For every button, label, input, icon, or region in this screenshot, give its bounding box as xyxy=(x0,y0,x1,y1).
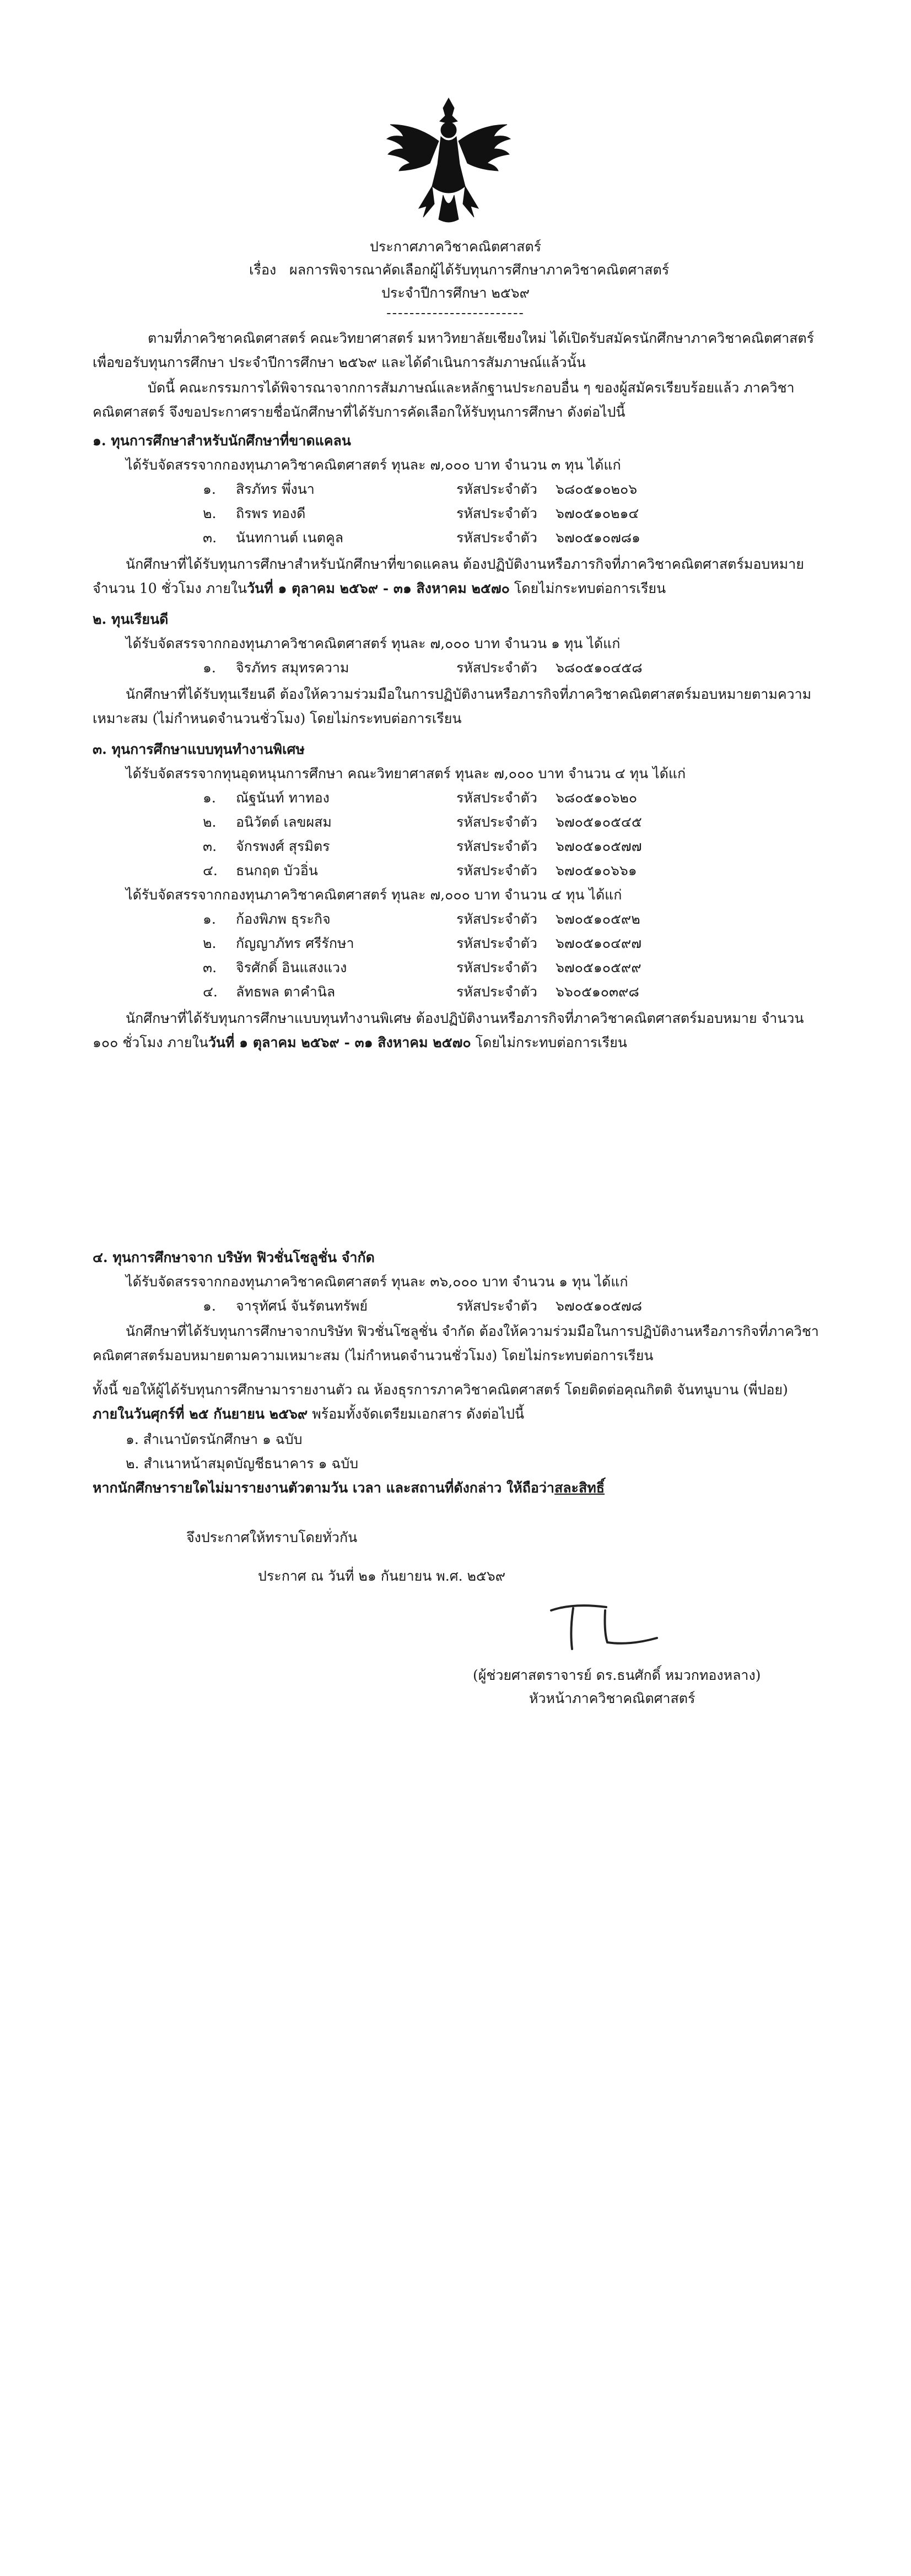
section-4-intro: ได้รับจัดสรรจากกองทุนภาควิชาคณิตศาสตร์ ทุนละ ๓๖,๐๐๐ บาท จำนวน ๑ ทุน ได้แก่ xyxy=(126,1274,628,1290)
section-2-note: นักศึกษาที่ได้รับทุนเรียนดี ต้องให้ความร่วมมือในการปฏิบัติงานหรือภารกิจที่ภาควิชาคณิตศาสตร์มอบหมายตามความเหมาะสม (ไม่กำหนดจำนวนชั่วโมง) โดยไม่กระทบต่อการเรียน xyxy=(93,686,812,726)
intro-paragraph-1: ตามที่ภาควิชาคณิตศาสตร์ คณะวิทยาศาสตร์ มหาวิทยาลัยเชียงใหม่ ได้เปิดรับสมัครนักศึกษาภาควิชาคณิตศาสตร์เพื่อขอรับทุนการศึกษา ประจำปีการศึกษา ๒๕๖๙ และได้ดำเนินการสัมภาษณ์แล้วนั้น xyxy=(93,330,815,370)
section-3-note: นักศึกษาที่ได้รับทุนการศึกษาแบบทุนทำงานพิเศษ ต้องปฏิบัติงานหรือภารกิจที่ภาควิชาคณิตศาสตร์มอบหมาย จำนวน ๑๐๐ ชั่วโมง ภายในวันที่ ๑ ตุลาคม ๒๕๖๙ - ๓๑ สิงหาคม ๒๕๗๐ โดยไม่กระทบต่อการเรียน xyxy=(93,1010,804,1050)
section-1-note: นักศึกษาที่ได้รับทุนการศึกษาสำหรับนักศึกษาที่ขาดแคลน ต้องปฏิบัติงานหรือภารกิจที่ภาควิชาคณิตศาสตร์มอบหมาย จำนวน 10 ชั่วโมง ภายในวันที่ ๑ ตุลาคม ๒๕๖๙ - ๓๑ สิงหาคม ๒๕๗๐ โดยไม่กระทบต่อการเรียน xyxy=(93,556,804,596)
section-2-title: ๒. ทุนเรียนดี xyxy=(93,611,169,627)
subject-label: เรื่อง xyxy=(249,262,277,278)
section-1-intro: ได้รับจัดสรรจากกองทุนภาควิชาคณิตศาสตร์ ทุนละ ๗,๐๐๐ บาท จำนวน ๓ ทุน ได้แก่ xyxy=(126,457,621,473)
report-instructions: ทั้งนี้ ขอให้ผู้ได้รับทุนการศึกษามารายงานตัว ณ ห้องธุรการภาควิชาคณิตศาสตร์ โดยติดต่อคุณกิตติ จันทนูบาน (พี่ปอย) ภายในวันศุกร์ที่ ๒๕ กันยายน ๒๕๖๙ พร้อมทั้งจัดเตรียมเอกสาร ดังต่อไปนี้ xyxy=(93,1382,788,1422)
section-2-intro: ได้รับจัดสรรจากกองทุนภาควิชาคณิตศาสตร์ ทุนละ ๗,๐๐๐ บาท จำนวน ๑ ทุน ได้แก่ xyxy=(126,635,621,651)
announce-line: จึงประกาศให้ทราบโดยทั่วกัน xyxy=(186,1529,358,1545)
subject-text: ผลการพิจารณาคัดเลือกผู้ได้รับทุนการศึกษาภาควิชาคณิตศาสตร์ xyxy=(289,262,670,278)
announcement-page: ประกาศภาควิชาคณิตศาสตร์ เรื่อง ผลการพิจารณาคัดเลือกผู้ได้รับทุนการศึกษาภาควิชาคณิตศาสตร์ ประจำปีการศึกษา ๒๕๖๙ ------------------------ ตามที่ภาควิชาคณิตศาสตร์ คณะวิทยาศาสตร์ มหาวิทยาลัยเชียงใหม่ ได้เปิดรับสมัครนักศึกษาภาควิชาคณิตศาสตร์เพื่อขอรับทุนการศึกษา ประจำปีการศึกษา ๒๕๖๙ และได้ดำเนินการสัมภาษณ์แล้วนั้น บัดนี้ คณะกรรมการได้พิจารณาจากการสัมภาษณ์และหลักฐานประกอบอื่น ๆ ของผู้สมัครเรียบร้อยแล้ว ภาควิชาคณิตศาสตร์ จึงขอประกาศรายชื่อนักศึกษาที่ได้รับการคัดเลือกให้รับทุนการศึกษา ดังต่อไปนี้ ๑. ทุนการศึกษาสำหรับนักศึกษาที่ขาดแคลน ได้รับจัดสรรจากกองทุนภาควิชาคณิตศาสตร์ ทุนละ ๗,๐๐๐ บาท จำนวน ๓ ทุน ได้แก่ ๑. สิรภัทร พึ่งนา รหัสประจำตัว ๖๘๐๕๑๐๒๐๖ ๒. ถิรพร ทองดี รหัสประจำตัว ๖๗๐๕๑๐๒๑๔ ๓. นันทกานต์ เนตคูล รหัสประจำตัว ๖๗๐๕๑๐๗๘๑ นักศึกษาที่ได้รับทุนการศึกษาสำหรับนักศึกษาที่ขาดแคลน ต้องปฏิบัติงานหรือภารกิจที่ภาควิชาคณิตศาสตร์มอบหมาย จำนวน 10 ชั่วโมง ภายในวันที่ ๑ ตุลาคม ๒๕๖๙ - ๓๑ สิงหาคม ๒๕๗๐ โดยไม่กระทบต่อการเรียน ๒. ทุนเรียนดี ได้รับจัดสรรจากกองทุนภาควิชาคณิตศาสตร์ ทุนละ ๗,๐๐๐ บาท จำนวน ๑ ทุน ได้แก่ ๑. จิรภัทร สมุทรความ รหัสประจำตัว ๖๘๐๕๑๐๔๕๘ นักศึกษาที่ได้รับทุนเรียนดี ต้องให้ความร่วมมือในการปฏิบัติงานหรือภารกิจที่ภาควิชาคณิตศาสตร์มอบหมายตามความเหมาะสม (ไม่กำหนดจำนวนชั่วโมง) โดยไม่กระทบต่อการเรียน ๓. ทุนการศึกษาแบบทุนทำงานพิเศษ ได้รับจัดสรรจากทุนอุดหนุนการศึกษา คณะวิทยาศาสตร์ ทุนละ ๗,๐๐๐ บาท จำนวน ๔ ทุน ได้แก่ ๑. ณัฐนันท์ ทาทอง รหัสประจำตัว ๖๘๐๕๑๐๖๒๐ ๒. อนิวัตต์ เลขผสม รหัสประจำตัว ๖๗๐๕๑๐๕๔๕ ๓. จักรพงศ์ สุรมิตร รหัสประจำตัว ๖๗๐๕๑๐๕๗๗ ๔. ธนกฤต บัวอิ่น รหัสประจำตัว ๖๗๐๕๑๐๖๖๑ ได้รับจัดสรรจากกองทุนภาควิชาคณิตศาสตร์ ทุนละ ๗,๐๐๐ บาท จำนวน ๔ ทุน ได้แก่ ๑. ก้องพิภพ ธุระกิจ รหัสประจำตัว ๖๗๐๕๑๐๕๙๒ ๒. กัญญาภัทร ศรีรักษา รหัสประจำตัว ๖๗๐๕๑๐๔๙๗ ๓. จิรศักดิ์ อินแสงแวง รหัสประจำตัว ๖๗๐๕๑๐๕๙๙ ๔. ลัทธพล ตาคำนิล รหัสประจำตัว ๖๖๐๕๑๐๓๙๘ นักศึกษาที่ได้รับทุนการศึกษาแบบทุนทำงานพิเศษ ต้องปฏิบัติงานหรือภารกิจที่ภาควิชาคณิตศาสตร์มอบหมาย จำนวน ๑๐๐ ชั่วโมง ภายในวันที่ ๑ ตุลาคม ๒๕๖๙ - ๓๑ สิงหาคม ๒๕๗๐ โดยไม่กระทบต่อการเรียน ๔. ทุนการศึกษาจาก บริษัท ฟิวชั่นโซลูชั่น จำกัด ได้รับจัดสรรจากกองทุนภาควิชาคณิตศาสตร์ ทุนละ ๓๖,๐๐๐ บาท จำนวน ๑ ทุน ได้แก่ ๑. จารุทัศน์ จันรัตนทรัพย์ รหัสประจำตัว ๖๗๐๕๑๐๕๗๘ นักศึกษาที่ได้รับทุนการศึกษาจากบริษัท ฟิวชั่นโซลูชั่น จำกัด ต้องให้ความร่วมมือในการปฏิบัติงานหรือภารกิจที่ภาควิชาคณิตศาสตร์มอบหมายตามความเหมาะสม (ไม่กำหนดจำนวนชั่วโมง) โดยไม่กระทบต่อการเรียน ทั้งนี้ ขอให้ผู้ได้รับทุนการศึกษามารายงานตัว ณ ห้องธุรการภาควิชาคณิตศาสตร์ โดยติดต่อคุณกิตติ จันทนูบาน (พี่ปอย) ภายในวันศุกร์ที่ ๒๕ กันยายน ๒๕๖๙ พร้อมทั้งจัดเตรียมเอกสาร ดังต่อไปนี้ ๑. สำเนาบัตรนักศึกษา ๑ ฉบับ ๒. สำเนาหน้าสมุดบัญชีธนาคาร ๑ ฉบับ หากนักศึกษารายใดไม่มารายงานตัวตามวัน เวลา และสถานที่ดังกล่าว ให้ถือว่าสละสิทธิ์ จึงประกาศให้ทราบโดยทั่วกัน ประกาศ ณ วันที่ ๒๑ กันยายน พ.ศ. ๒๕๖๙ (ผู้ช่วยศาสตราจารย์ ดร.ธนศักดิ์ หมวกทองหลาง) หัวหน้าภาควิชาคณิตศาสตร์ xyxy=(0,0,911,2576)
warning-line: หากนักศึกษารายใดไม่มารายงานตัวตามวัน เวลา และสถานที่ดังกล่าว ให้ถือว่าสละสิทธิ์ xyxy=(93,1480,605,1496)
year-line: ประจำปีการศึกษา ๒๕๖๙ xyxy=(381,285,530,301)
section-3-intro-b: ได้รับจัดสรรจากกองทุนภาควิชาคณิตศาสตร์ ทุนละ ๗,๐๐๐ บาท จำนวน ๔ ทุน ได้แก่ xyxy=(126,887,622,903)
section-4-title: ๔. ทุนการศึกษาจาก บริษัท ฟิวชั่นโซลูชั่น จำกัด xyxy=(93,1249,375,1265)
header-divider: ------------------------ xyxy=(386,305,525,321)
section-3-title: ๓. ทุนการศึกษาแบบทุนทำงานพิเศษ xyxy=(93,741,305,757)
section-4-note: นักศึกษาที่ได้รับทุนการศึกษาจากบริษัท ฟิวชั่นโซลูชั่น จำกัด ต้องให้ความร่วมมือในการปฏิบัติงานหรือภารกิจที่ภาควิชาคณิตศาสตร์มอบหมายตามความเหมาะสม (ไม่กำหนดจำนวนชั่วโมง) โดยไม่กระทบต่อการเรียน xyxy=(93,1323,819,1364)
section-1-title: ๑. ทุนการศึกษาสำหรับนักศึกษาที่ขาดแคลน xyxy=(93,433,351,449)
section-3-intro-a: ได้รับจัดสรรจากทุนอุดหนุนการศึกษา คณะวิทยาศาสตร์ ทุนละ ๗,๐๐๐ บาท จำนวน ๔ ทุน ได้แก่ xyxy=(126,766,686,782)
document-item: ๑. สำเนาบัตรนักศึกษา ๑ ฉบับ xyxy=(126,1431,303,1447)
document-item: ๒. สำเนาหน้าสมุดบัญชีธนาคาร ๑ ฉบับ xyxy=(126,1456,359,1472)
org-title: ประกาศภาควิชาคณิตศาสตร์ xyxy=(369,239,542,255)
signer-position: หัวหน้าภาควิชาคณิตศาสตร์ xyxy=(529,1690,696,1706)
signer-name: (ผู้ช่วยศาสตราจารย์ ดร.ธนศักดิ์ หมวกทองหลาง) xyxy=(473,1667,761,1683)
garuda-emblem-icon xyxy=(384,94,514,226)
intro-paragraph-2: บัดนี้ คณะกรรมการได้พิจารณาจากการสัมภาษณ์และหลักฐานประกอบอื่น ๆ ของผู้สมัครเรียบร้อยแล้ว ภาควิชาคณิตศาสตร์ จึงขอประกาศรายชื่อนักศึกษาที่ได้รับการคัดเลือกให้รับทุนการศึกษา ดังต่อไปนี้ xyxy=(93,380,795,420)
subject-line xyxy=(249,259,669,281)
announce-date: ประกาศ ณ วันที่ ๒๑ กันยายน พ.ศ. ๒๕๖๙ xyxy=(258,1568,506,1584)
signature-icon xyxy=(540,1594,661,1655)
